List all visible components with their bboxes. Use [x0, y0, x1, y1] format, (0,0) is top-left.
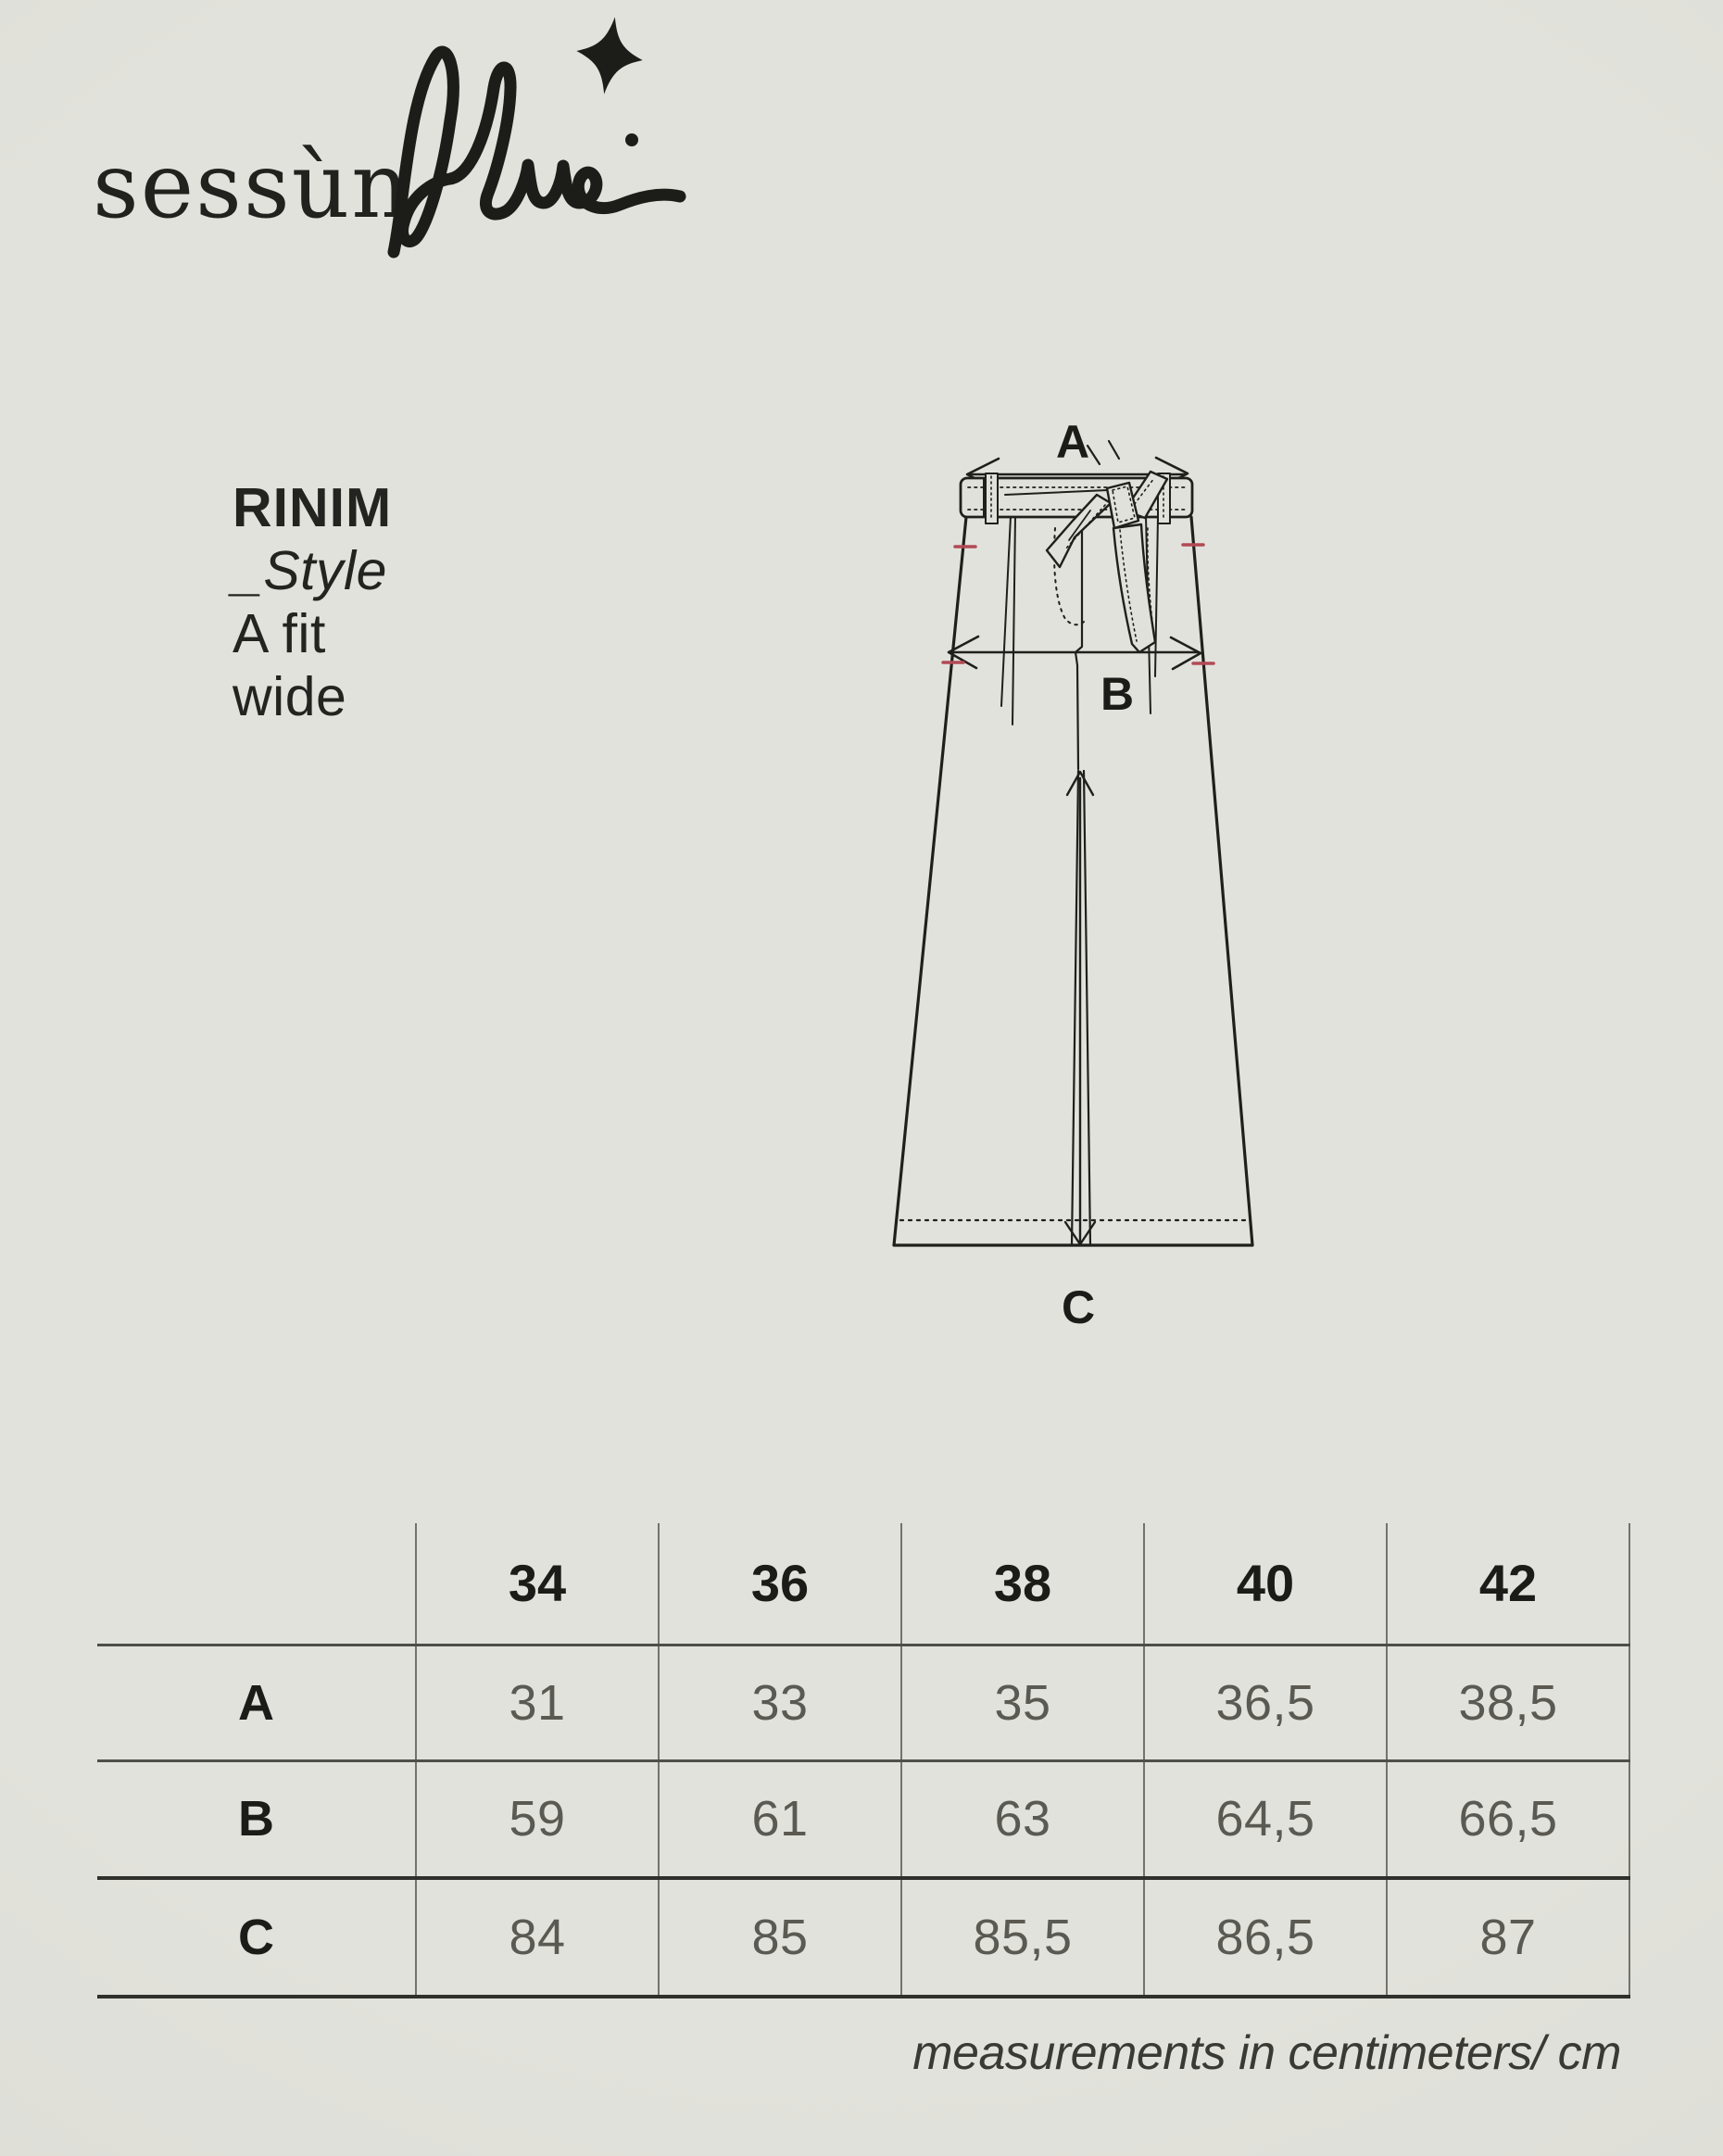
- value-b-40: 64,5: [1144, 1760, 1387, 1878]
- fit-line-1: A fit: [233, 603, 326, 664]
- bow-tail: [1113, 524, 1155, 652]
- row-label-c: C: [97, 1878, 416, 1997]
- value-b-36: 61: [659, 1760, 901, 1878]
- size-header-42: 42: [1387, 1523, 1629, 1645]
- belt-tip-strokes: [1088, 441, 1119, 464]
- inseam-right: [1084, 771, 1090, 1245]
- brand-logo-text: sessùn: [93, 133, 411, 238]
- product-name: RINIM: [233, 477, 393, 538]
- value-c-36: 85: [659, 1878, 901, 1997]
- fit-line-2: wide: [233, 666, 347, 727]
- dimension-arrow-b: [949, 637, 1201, 669]
- value-c-40: 86,5: [1144, 1878, 1387, 1997]
- size-table-header-row: [97, 1523, 1629, 1645]
- row-label-a: A: [97, 1645, 416, 1760]
- product-info: [233, 476, 392, 728]
- size-header-38: 38: [901, 1523, 1144, 1645]
- script-word-blue: [394, 52, 680, 252]
- dimension-label-c: C: [1061, 1281, 1096, 1333]
- value-b-38: 63: [901, 1760, 1144, 1878]
- row-label-b: B: [97, 1760, 416, 1878]
- dimension-label-a: A: [1055, 416, 1090, 468]
- script-e-dot: [625, 133, 638, 146]
- value-b-34: 59: [416, 1760, 659, 1878]
- size-table: [97, 1523, 1630, 1998]
- inseam-left: [1072, 771, 1078, 1245]
- value-c-42: 87: [1387, 1878, 1629, 1997]
- value-a-36: 33: [659, 1645, 901, 1760]
- size-table-corner-cell: [97, 1523, 416, 1645]
- style-label: _Style: [233, 540, 387, 601]
- brand-logo-script-blue: [306, 9, 787, 287]
- pants-diagram: [862, 408, 1325, 1362]
- table-row-c: [97, 1878, 1629, 1997]
- size-header-34: 34: [416, 1523, 659, 1645]
- value-c-34: 84: [416, 1878, 659, 1997]
- measurements-note: measurements in centimeters/ cm: [912, 2026, 1621, 2080]
- value-a-42: 38,5: [1387, 1645, 1629, 1760]
- value-a-38: 35: [901, 1645, 1144, 1760]
- table-row-b: [97, 1760, 1629, 1878]
- dimension-label-b: B: [1100, 668, 1135, 720]
- fit-tick-marks: [943, 545, 1214, 663]
- table-row-a: [97, 1645, 1629, 1760]
- star-icon: [572, 12, 648, 98]
- value-c-38: 85,5: [901, 1878, 1144, 1997]
- size-header-36: 36: [659, 1523, 901, 1645]
- size-header-40: 40: [1144, 1523, 1387, 1645]
- value-a-34: 31: [416, 1645, 659, 1760]
- value-b-42: 66,5: [1387, 1760, 1629, 1878]
- center-front-line: [1075, 515, 1082, 769]
- value-a-40: 36,5: [1144, 1645, 1387, 1760]
- dimension-arrow-c: [1065, 772, 1095, 1244]
